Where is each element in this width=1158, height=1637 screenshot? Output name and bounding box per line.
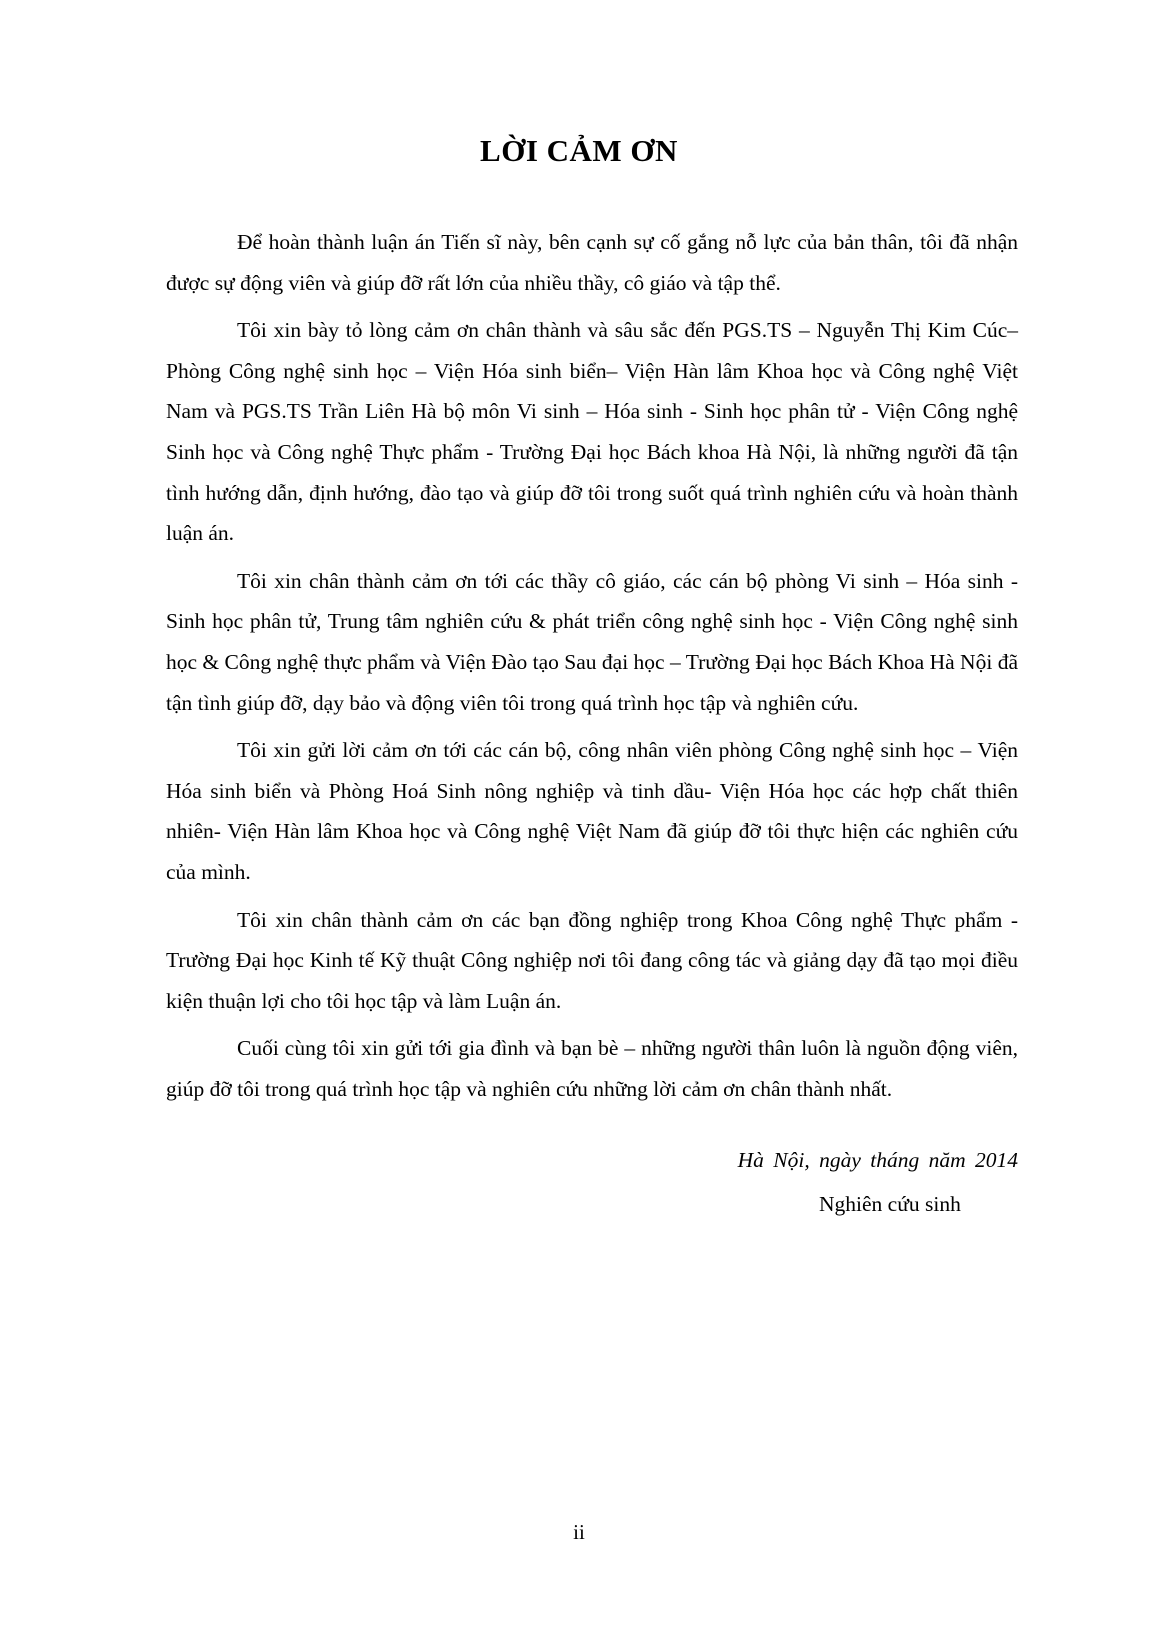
acknowledgement-body [166, 222, 1018, 1116]
signature-role: Nghiên cứu sinh [819, 1192, 961, 1216]
page-title: LỜI CẢM ƠN [480, 133, 678, 168]
paragraph-1: Để hoàn thành luận án Tiến sĩ này, bên cạnh sự cố gắng nỗ lực của bản thân, tôi đã nhận được sự động viên và giúp đỡ rất lớn của nhiều thầy, cô giáo và tập thể. [166, 230, 1018, 295]
page-number: ii [573, 1520, 585, 1544]
paragraph-6: Cuối cùng tôi xin gửi tới gia đình và bạn bè – những người thân luôn là nguồn động viên, giúp đỡ tôi trong quá trình học tập và nghiên cứu những lời cảm ơn chân thành nhất. [166, 1036, 1018, 1101]
signature-date: Hà Nội, ngày tháng năm 2014 [737, 1148, 1018, 1172]
paragraph-4: Tôi xin gửi lời cảm ơn tới các cán bộ, công nhân viên phòng Công nghệ sinh học – Viện Hóa sinh biển và Phòng Hoá Sinh nông nghiệp và tinh dầu- Viện Hóa học các hợp chất thiên nhiên- Viện Hàn lâm Khoa học và Công nghệ Việt Nam đã giúp đỡ tôi thực hiện các nghiên cứu của mình. [166, 738, 1018, 884]
paragraph-2: Tôi xin bày tỏ lòng cảm ơn chân thành và sâu sắc đến PGS.TS – Nguyễn Thị Kim Cúc– Phòng Công nghệ sinh học – Viện Hóa sinh biển– Viện Hàn lâm Khoa học và Công nghệ Việt Nam và PGS.TS Trần Liên Hà bộ môn Vi sinh – Hóa sinh - Sinh học phân tử - Viện Công nghệ Sinh học và Công nghệ Thực phẩm - Trường Đại học Bách khoa Hà Nội, là những người đã tận tình hướng dẫn, định hướng, đào tạo và giúp đỡ tôi trong suốt quá trình nghiên cứu và hoàn thành luận án. [166, 318, 1018, 546]
paragraph-3: Tôi xin chân thành cảm ơn tới các thầy cô giáo, các cán bộ phòng Vi sinh – Hóa sinh - Sinh học phân tử, Trung tâm nghiên cứu & phát triển công nghệ sinh học - Viện Công nghệ sinh học & Công nghệ thực phẩm và Viện Đào tạo Sau đại học – Trường Đại học Bách Khoa Hà Nội đã tận tình giúp đỡ, dạy bảo và động viên tôi trong quá trình học tập và nghiên cứu. [166, 568, 1018, 715]
paragraph-5: Tôi xin chân thành cảm ơn các bạn đồng nghiệp trong Khoa Công nghệ Thực phẩm - Trường Đại học Kinh tế Kỹ thuật Công nghiệp nơi tôi đang công tác và giảng dạy đã tạo mọi điều kiện thuận lợi cho tôi học tập và làm Luận án. [166, 907, 1018, 1013]
